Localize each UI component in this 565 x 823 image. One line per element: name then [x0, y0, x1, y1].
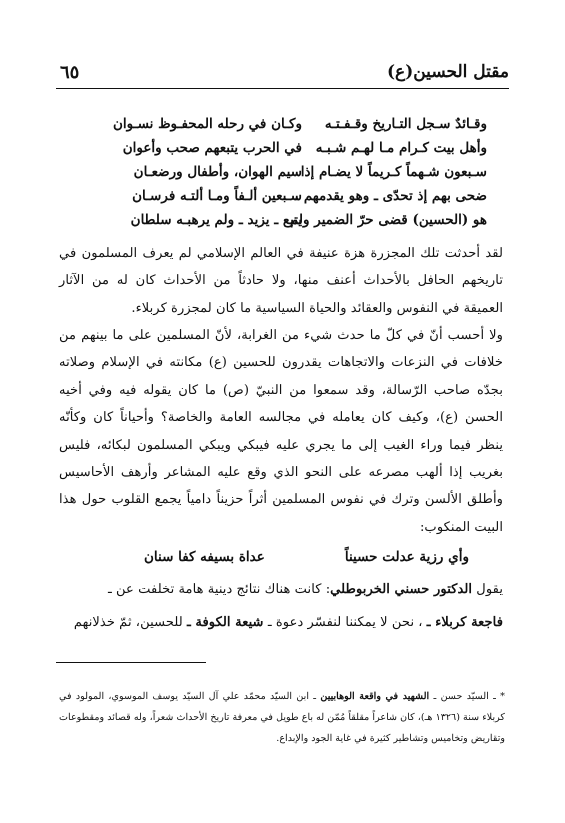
footnote-title: الشهيد في واقعة الوهابيين	[320, 691, 430, 702]
quote-line-1	[59, 580, 503, 600]
quote-text-1: : كانت هناك نتائج دينية هامة تخلفت عن ـ	[107, 582, 331, 597]
paragraph-2: ولا أحسب أنّ في كلّ ما حدث شيء من الغرابة، لأنّ المسلمين على ما بينهم من خلافات في النزعات والاتجاهات يقدرون للحسين (ع) مكانته في الإسلام وصلاته بجدّه صاحب الرّسالة، وقد سمعوا من النبيّ (ص) ما كان يقوله فيه وفي أخيه الحسن (ع)، وكيف كان يعامله في مجالسه العامة والخاصة؟ وأحياناً كان وكأنّه ينظر فيما وراء الغيب إلى ما يجري عليه فيبكي ويبكي المسلمون لبكائه، فليس بغريب إذا ألهب مصرعه على النحو الذي وقع عليه المشاعر وأرهف الأحاسيس وأطلق الألسن وترك في نفوس المسلمين أثراً حزيناً دامياً يجمع القلوب حول هذا البيت المنكوب:	[59, 328, 503, 535]
quote-term-karbala: فاجعة كربلاء ـ	[426, 615, 503, 630]
verse-5-second-hemistich: يتبع ـ يزيد ـ ولم يرهبـه سلطان	[130, 212, 302, 228]
page-number: ٦٥	[60, 62, 80, 83]
quote-text-3: للحسين، ثمّ خذلانهم	[73, 615, 187, 630]
verse-1-first-hemistich: وقـائدٌ سـجل التـاريخ وقـفـتـه	[324, 116, 487, 132]
quote-line-2	[59, 613, 503, 633]
verse-4-second-hemistich: سـبعين ألـفاً ومـا ألتـه فرسـان	[132, 188, 302, 204]
verse-3-second-hemistich: سيم الهوان، وأطفال ورضعـان	[133, 164, 302, 180]
verse-4-first-hemistich: ضحى بهم إذ تحدّى ـ وهو يقدمهم ـ	[295, 188, 487, 204]
closing-verse-first-hemistich: وأي رزية عدلت حسيناً	[344, 549, 469, 565]
quote-intro: يقول	[472, 582, 503, 597]
footnote-body: ـ ابن السيّد محمّد علي آل السيّد يوسف الموسوي، المولود في كربلاء سنة (١٣٢٦ هـ)، كان شاعراً مقلقاً مُمّن له باع طويل في معرفة تاريخ الأحداث شعراً، وله قصائد ومقطوعات وتقاريض وتخاميس وتشاطير كثيرة في غاية الجود والإبداع.	[59, 691, 505, 744]
footnote	[59, 686, 505, 749]
verse-2-second-hemistich: في الحرب يتبعهم صحب وأعوان	[122, 140, 302, 156]
header-divider	[56, 88, 509, 89]
verse-1-second-hemistich: وكـان في رحله المحفـوظ نسـوان	[112, 116, 302, 132]
closing-verse-second-hemistich: عداة بسيفه كفا سنان	[144, 549, 265, 565]
paragraph-1: لقد أحدثت تلك المجزرة هزة عنيفة في العالم الإسلامي لم يعرف المسلمون في تاريخهم الحافل بالأحداث أعنف منها، ولا حادثاً من الأحداث كان له من الآثار العميقة في النفوس والعقائد والحياة السياسية ما كان لمجزرة كربلاء.	[59, 246, 503, 316]
footnote-intro: * ـ السيّد حسن ـ	[429, 691, 505, 702]
quote-term-kufa: شيعة الكوفة ـ	[186, 615, 264, 630]
verse-2-first-hemistich: وأهل بيت كـرام مـا لهـم شـبـه	[315, 140, 487, 156]
quote-text-2: ، نحن لا يمكننا لنفسّر دعوة ـ	[263, 615, 427, 630]
verse-3-first-hemistich: سـبعون شـهماً كـريماً لا يضـام إذا	[300, 164, 487, 180]
footnote-divider	[56, 662, 206, 663]
quoted-author: الدكتور حسني الخربوطلي	[330, 582, 473, 597]
verse-5-first-hemistich: هو (الحسين) قضى حرّ الضمير ولم	[289, 212, 487, 228]
running-header-title: مقتل الحسين(ع)	[387, 62, 509, 82]
